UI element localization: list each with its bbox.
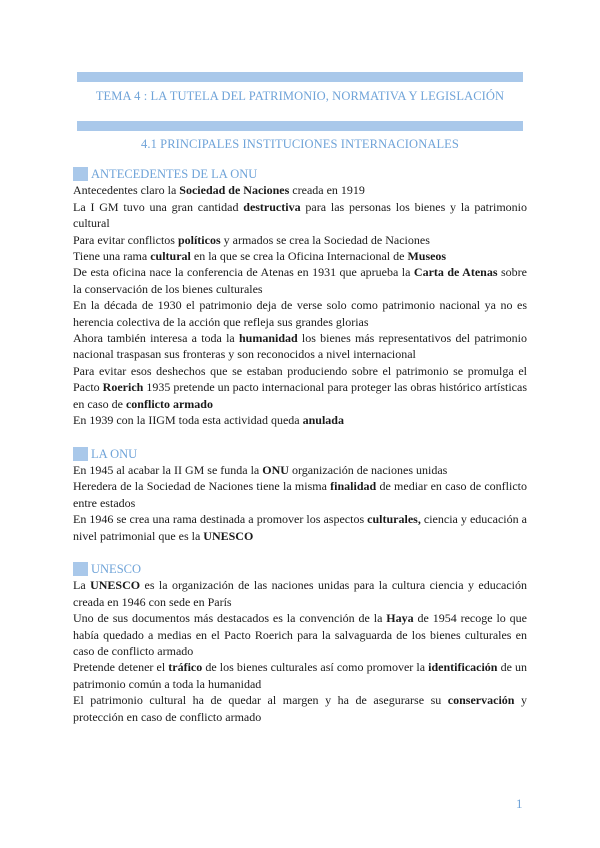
- chapter-title: TEMA 4 : LA TUTELA DEL PATRIMONIO, NORMATIVA Y LEGISLACIÓN: [95, 89, 505, 103]
- text-run: En 1946 se crea una rama destinada a promover los aspectos: [73, 512, 368, 527]
- text-run: organización de naciones unidas: [288, 462, 448, 477]
- text-run: De esta oficina nace la conferencia de Atenas en 1931 que aprueba la: [73, 265, 414, 280]
- text-run: En 1945 al acabar la II GM se funda la: [73, 462, 263, 477]
- text-run: Uno de sus documentos más destacados es la convención de la: [73, 611, 387, 626]
- text-run: Antecedentes claro la: [73, 183, 180, 198]
- text-run: Para evitar esos deshechos que se estaban produciendo sobre el patrimonio se promulga el Pacto: [73, 363, 527, 395]
- paragraph: [73, 478, 527, 511]
- text-run: Pretende detener el: [73, 660, 169, 675]
- bold-term: cultural: [150, 249, 191, 264]
- bold-term: tráfico: [168, 660, 203, 675]
- section-heading: [73, 561, 527, 577]
- text-run: para las personas los bienes y la patrimonio cultural: [73, 199, 527, 231]
- bold-term: conflicto armado: [125, 396, 213, 411]
- paragraph: [73, 692, 527, 725]
- bold-term: políticos: [177, 232, 221, 247]
- bold-term: Sociedad de Naciones: [179, 183, 290, 198]
- text-run: Tiene una rama: [73, 249, 151, 264]
- bold-term: UNESCO: [203, 528, 254, 543]
- bold-term: culturales,: [367, 512, 421, 527]
- section-title: 4.1 PRINCIPALES INSTITUCIONES INTERNACIONALES: [141, 137, 459, 151]
- bold-term: destructiva: [243, 199, 301, 214]
- paragraph: [73, 412, 527, 428]
- text-run: sobre la conservación de los bienes culturales: [73, 265, 527, 296]
- bold-term: Roerich: [102, 380, 144, 395]
- heading-marker: [73, 562, 88, 576]
- paragraph: [73, 363, 527, 412]
- text-run: 1935 pretende un pacto internacional para proteger las obras histórico artísticas en caso de: [73, 380, 527, 411]
- text-run: de los bienes culturales así como promover la: [202, 660, 429, 675]
- paragraph: [73, 182, 527, 198]
- document-body: [73, 166, 527, 725]
- paragraph: [73, 462, 527, 478]
- text-run: ciencia y educación a nivel patrimonial que es la: [73, 512, 528, 543]
- section-heading: [73, 166, 527, 182]
- text-run: de un patrimonio común a toda la humanidad: [73, 660, 528, 691]
- text-run: La I GM tuvo una gran cantidad: [73, 199, 244, 214]
- bold-term: Carta de Atenas: [413, 265, 498, 280]
- section-heading-text: LA ONU: [91, 446, 138, 461]
- section-heading-text: UNESCO: [91, 561, 142, 576]
- paragraph: [73, 659, 527, 692]
- header-band-sub: [77, 121, 523, 131]
- text-run: Heredera de la Sociedad de Naciones tiene la misma: [73, 479, 331, 494]
- paragraph: [73, 511, 527, 544]
- bold-term: conservación: [447, 693, 515, 708]
- page-number: 1: [516, 796, 523, 811]
- text-run: La: [73, 578, 91, 593]
- bold-term: Museos: [407, 249, 447, 264]
- text-run: en la que se crea la Oficina Internacional de: [190, 249, 408, 264]
- text-run: los bienes más representativos del patrimonio nacional traspasan sus fronteras y son reconocidos a nivel internacional: [73, 331, 527, 362]
- section-heading: [73, 446, 527, 462]
- paragraph: [73, 330, 527, 363]
- bold-term: ONU: [262, 462, 289, 477]
- paragraph: [73, 199, 527, 232]
- text-run: de 1954 recoge lo que había quedado a medias en el Pacto Roerich para la salvaguarda de los bienes culturales en caso de conflicto armado: [73, 611, 527, 658]
- text-run: Ahora también interesa a toda la: [73, 331, 239, 346]
- text-run: de mediar en caso de conflicto entre estados: [73, 479, 527, 510]
- text-run: y armados se crea la Sociedad de Naciones: [220, 232, 430, 247]
- bold-term: identificación: [428, 660, 498, 675]
- paragraph: [73, 577, 527, 610]
- paragraph: [73, 232, 527, 248]
- heading-marker: [73, 167, 88, 181]
- bold-term: Haya: [386, 611, 414, 626]
- text-run: creada en 1919: [289, 183, 365, 198]
- bold-term: finalidad: [330, 479, 377, 494]
- paragraph: [73, 248, 527, 264]
- paragraph: [73, 297, 527, 330]
- text-run: En la década de 1930 el patrimonio deja de verse solo como patrimonio nacional ya no es herencia colectiva de la acción que refleja sus grandes glorias: [73, 298, 527, 329]
- text-run: En 1939 con la IIGM toda esta actividad queda: [73, 413, 303, 428]
- paragraph: [73, 264, 527, 297]
- header-band-top: [77, 72, 523, 82]
- heading-marker: [73, 447, 88, 461]
- bold-term: UNESCO: [90, 578, 141, 593]
- section-gap: [73, 429, 527, 446]
- text-run: Para evitar conflictos: [73, 232, 178, 247]
- text-run: y protección en caso de conflicto armado: [73, 693, 528, 724]
- text-run: es la organización de las naciones unidas para la cultura ciencia y educación creada en 1946 con sede en París: [73, 578, 528, 609]
- text-run: El patrimonio cultural ha de quedar al margen y ha de asegurarse su: [73, 693, 448, 708]
- bold-term: anulada: [302, 413, 344, 428]
- bold-term: humanidad: [238, 331, 298, 346]
- section-gap: [73, 544, 527, 561]
- section-heading-text: ANTECEDENTES DE LA ONU: [91, 167, 258, 181]
- paragraph: [73, 610, 527, 659]
